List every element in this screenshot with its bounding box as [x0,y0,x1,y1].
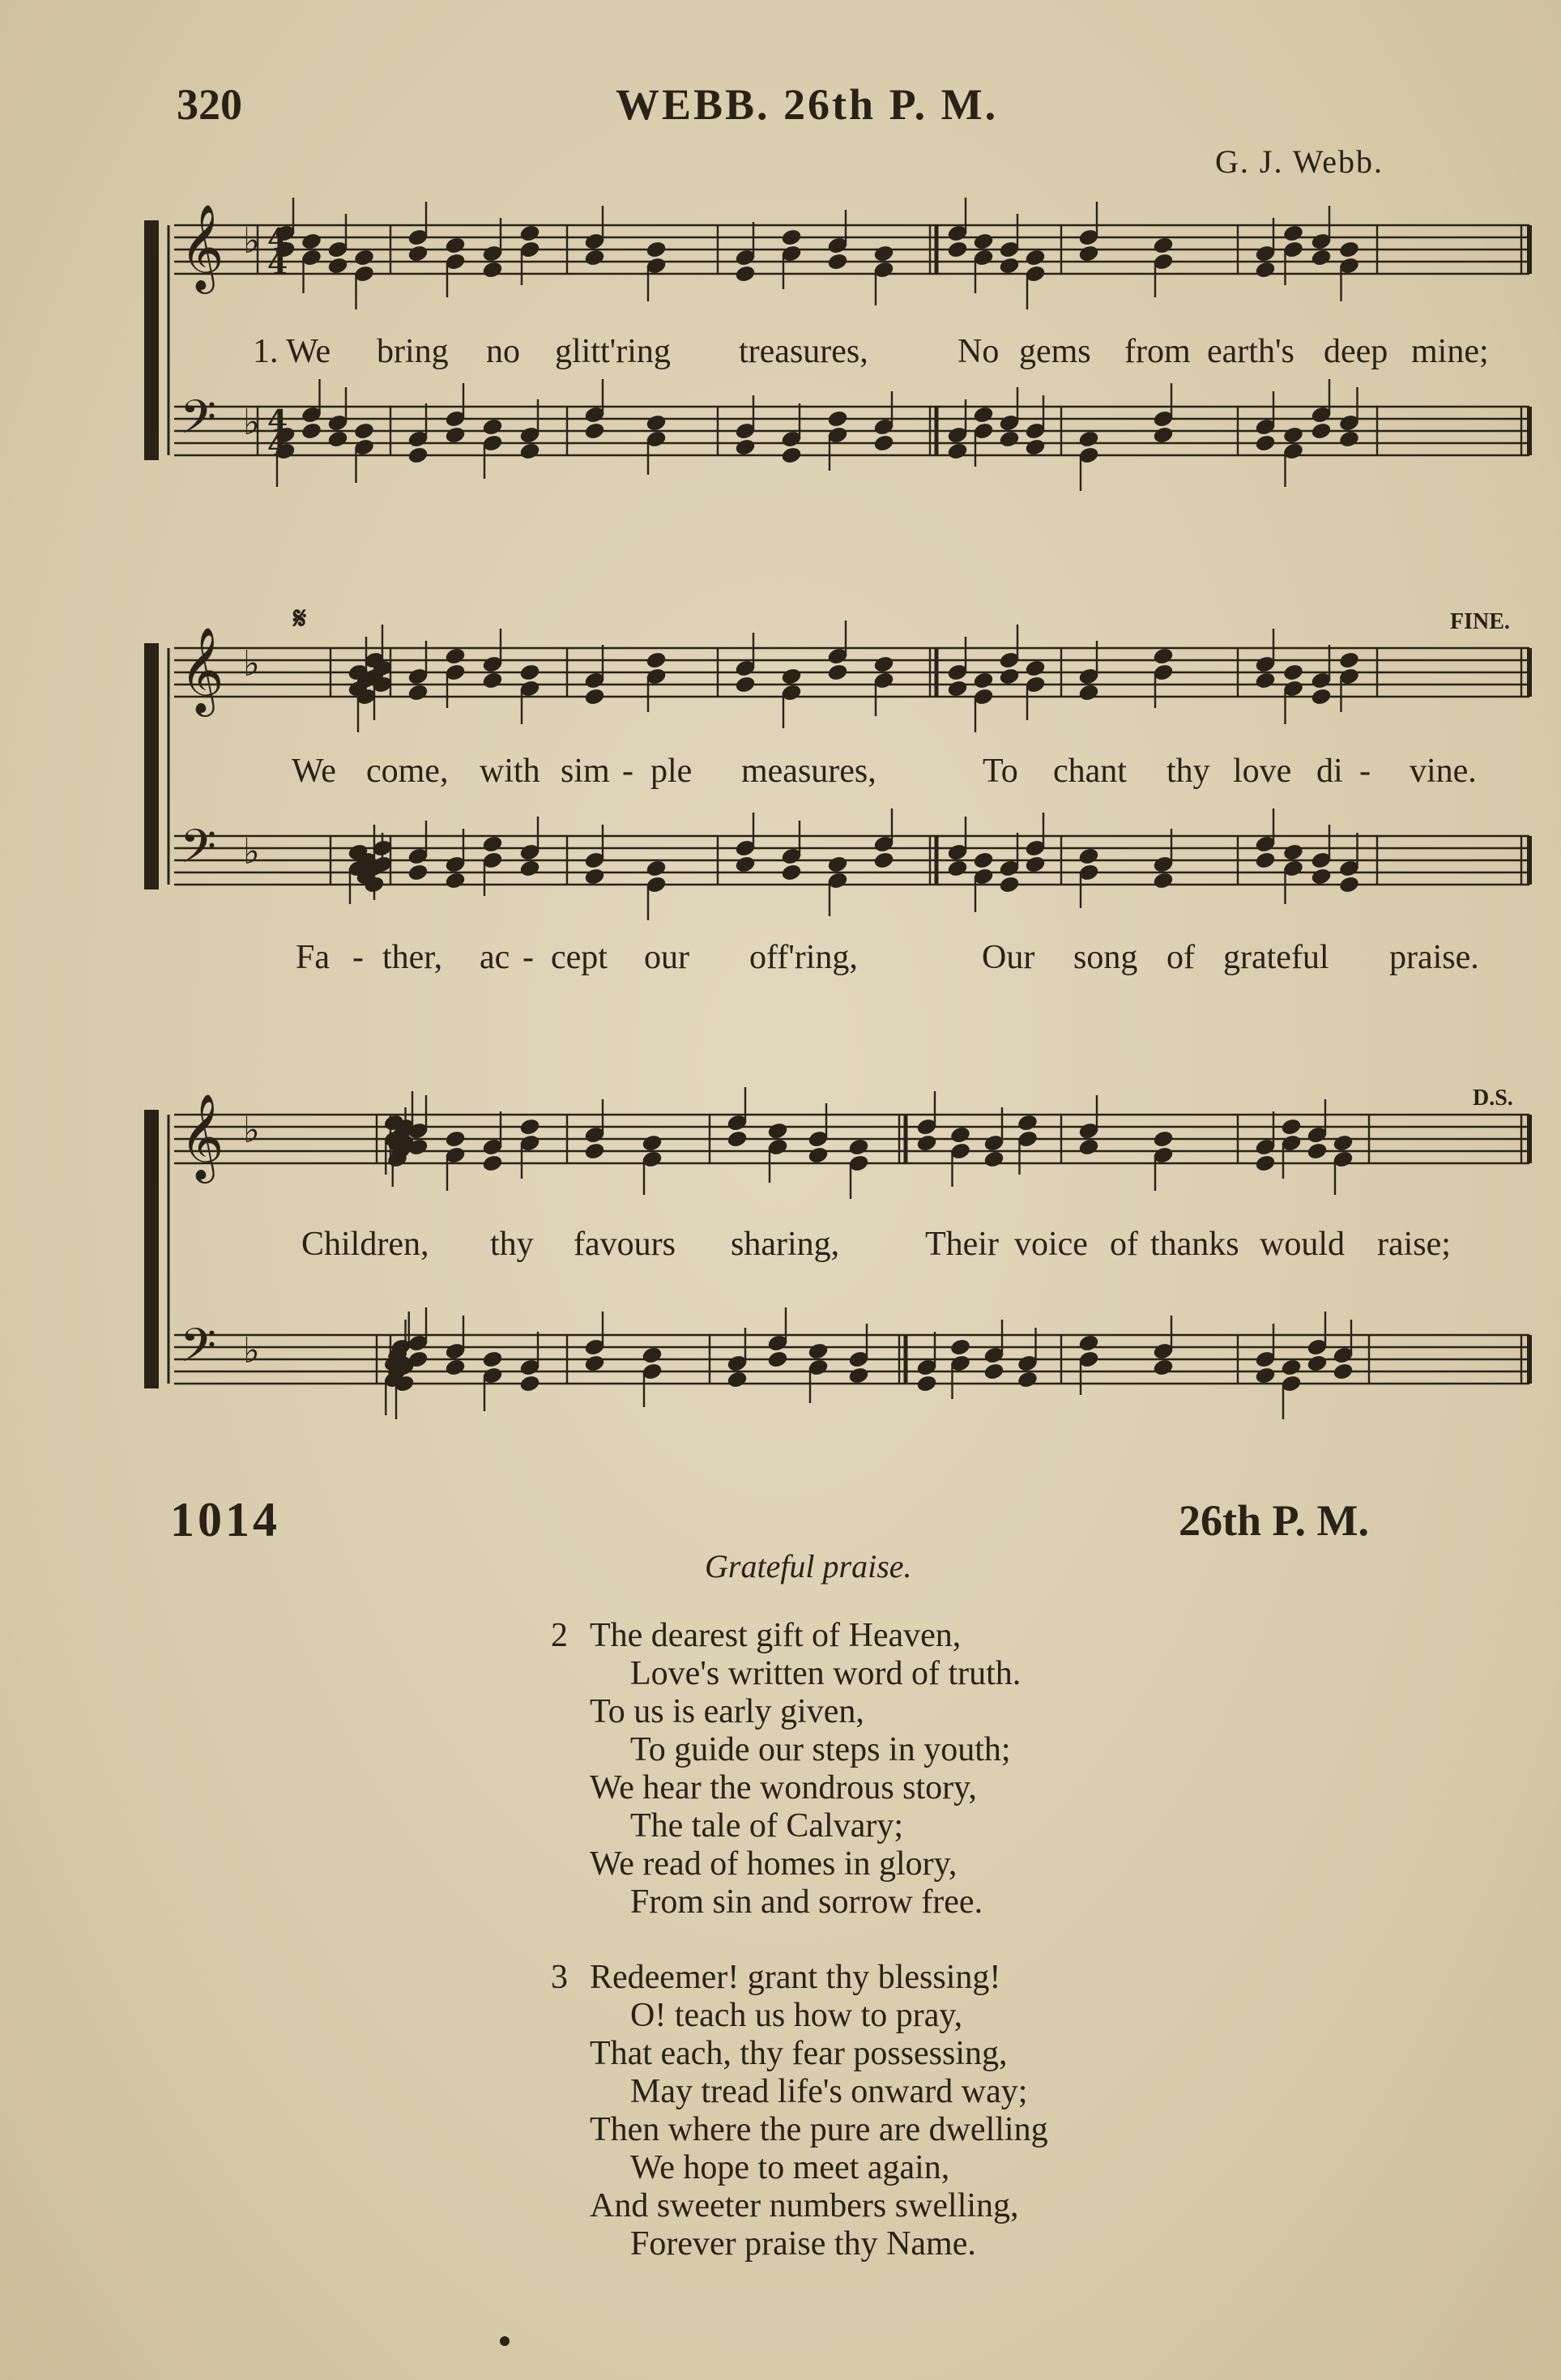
note-head [949,1338,970,1357]
lyric-word: would [1260,1226,1345,1263]
note-head [1311,688,1332,706]
lyric-word: love [1233,753,1292,790]
lyric-word: Children, [301,1226,429,1263]
note-head [482,1350,503,1369]
note-head [1281,1118,1302,1137]
note-head [584,422,605,441]
note-head [407,245,429,263]
stanza-line: May tread life's onward way; [630,2073,1028,2110]
note-head [735,438,756,457]
lyric-word: gems [1019,333,1091,370]
staff-lines [174,225,1529,1384]
note-head [301,422,322,441]
system-bracket [144,1110,159,1388]
note-head [781,864,802,882]
lyric-word: sim [561,753,610,790]
note-head [873,245,894,263]
note-head [1281,1358,1302,1377]
note-head [407,446,429,465]
note-head [584,688,605,706]
note-head [1078,1138,1099,1157]
time-signature: 4 [267,247,288,281]
bar-lines [168,225,1529,1384]
note-head [646,859,667,878]
note-head [1282,426,1303,445]
note-head [1025,659,1046,678]
note-head [482,418,503,437]
note-head [947,859,968,878]
note-head [1338,241,1359,259]
note-head [646,414,667,433]
lyric-word: bring [377,333,449,370]
note-head [781,446,802,465]
lyric-word: voice [1014,1226,1088,1263]
lyric-word: vine. [1410,753,1477,790]
lyric-word: - [1359,753,1371,790]
note-head [407,864,429,882]
lyric-word: ther, [382,939,443,976]
note-head [727,1371,748,1389]
note-head [1025,855,1046,874]
lyric-word: favours [574,1226,676,1263]
note-head [1153,647,1174,666]
note-head [1255,434,1276,453]
note-head [1078,245,1099,263]
lyric-word: - [522,939,534,976]
note-head [1311,422,1332,441]
lyric-word: come, [366,753,449,790]
note-head [781,228,802,247]
note-head [827,855,848,874]
stanza-line: Love's written word of truth. [630,1655,1021,1692]
note-head [873,434,894,453]
system-bracket [144,643,159,889]
note-head [808,1342,829,1361]
note-head [327,430,348,449]
note-head [445,1358,466,1377]
note-head [973,232,994,251]
stanza-line: Then where the pure are dwelling [590,2111,1048,2148]
note-head [1255,261,1276,279]
tune-title: WEBB. 26th P. M. [616,80,999,129]
fine-mark: FINE. [1450,609,1510,634]
note-head [916,1375,937,1393]
note-head [1078,684,1099,702]
lyric-word: thanks [1150,1226,1239,1263]
lyric-word: of [1110,1226,1138,1263]
note-head [519,442,540,461]
composer-credit: G. J. Webb. [1215,143,1384,180]
lyric-word: glitt'ring [555,333,671,370]
note-head [519,1118,540,1137]
note-head [983,1150,1004,1169]
lyric-word: song [1073,939,1138,976]
flat-sign: ♭ [243,1110,260,1151]
note-head [848,1138,869,1157]
note-head [1255,672,1276,690]
note-head [973,851,994,870]
flat-sign: ♭ [243,643,260,685]
note-head [1025,438,1046,457]
note-head [827,410,848,429]
time-signature: 4 [267,429,288,463]
lyric-word: Their [925,1226,999,1263]
stanza-number: 2 [551,1617,568,1654]
treble-clef: 𝄞 [180,203,224,290]
lyric-word: praise. [1389,939,1479,976]
note-head [407,684,429,702]
stanza-line: The tale of Calvary; [630,1807,904,1845]
note-head [947,442,968,461]
lyric-word: - [622,753,633,790]
note-head [584,868,605,886]
note-head [1338,876,1359,894]
note-head [353,249,374,267]
note-head [1017,1371,1038,1389]
note-head [808,1146,829,1165]
note-head [735,855,756,874]
lyric-word: di [1316,753,1343,790]
note-head [947,680,968,698]
page-number: 320 [177,80,242,129]
note-head [642,1134,663,1153]
lyric-word: measures, [741,753,876,790]
lyric-word: To [983,753,1018,790]
flat-sign: ♭ [243,831,260,872]
note-head [735,265,756,284]
note-head [1338,430,1359,449]
note-head [1282,224,1303,243]
lyric-word: Our [982,939,1035,976]
lyric-word: No [957,333,1000,370]
ds-mark: D.S. [1473,1086,1513,1111]
note-head [1078,847,1099,866]
note-head [973,672,994,690]
bass-clef: 𝄢 [180,390,217,456]
note-head [827,663,848,682]
note-head [1307,1354,1328,1373]
lyric-word: thy [490,1226,534,1263]
note-head [642,1346,663,1365]
note-head [999,430,1020,449]
note-head [1025,249,1046,267]
note-head [301,232,322,251]
system-braces [144,220,159,1388]
note-head [1153,237,1174,255]
note-head [1255,851,1276,870]
note-head [1153,1130,1174,1149]
note-head [781,668,802,686]
note-head [519,1375,540,1393]
note-head [1282,843,1303,862]
hymn-number: 1014 [170,1493,280,1546]
lyric-word: earth's [1207,333,1294,370]
note-head [873,851,894,870]
note-head [445,647,466,666]
lyric-word: no [486,333,520,370]
note-head [767,1350,788,1369]
note-head [973,406,994,424]
flat-sign: ♭ [243,402,260,443]
note-head [1311,868,1332,886]
flat-sign: ♭ [243,220,260,262]
note-head [1153,872,1174,890]
note-head [445,1130,466,1149]
note-head [873,655,894,674]
note-head [949,1126,970,1145]
lyric-word: grateful [1223,939,1329,976]
lyric-word: treasures, [739,333,868,370]
note-head [327,257,348,275]
note-head [916,1134,937,1153]
lyric-word: - [352,939,364,976]
stanza-line: We read of homes in glory, [590,1845,957,1883]
stanza-line: O! teach us how to pray, [630,1997,963,2034]
treble-clef: 𝄞 [180,626,224,713]
stanza-line: From sin and sorrow free. [630,1883,983,1921]
note-head [482,672,503,690]
stanza-line: Redeemer! grant thy blessing! [590,1959,1001,1996]
lyric-word: thy [1166,753,1210,790]
lyric-word: chant [1053,753,1127,790]
note-head [727,1130,748,1149]
note-head [1338,651,1359,670]
note-head [848,1367,869,1385]
lyric-word: our [644,939,689,976]
note-head [646,241,667,259]
hymn-meter: 26th P. M. [1179,1496,1370,1545]
note-head [482,1154,503,1173]
note-head [1153,1358,1174,1377]
lyric-word: 1. We [253,333,331,370]
note-head [1311,249,1332,267]
lyric-word: from [1124,333,1191,370]
stanza-line: To guide our steps in youth; [630,1731,1011,1768]
note-head [445,872,466,890]
lyric-word: ple [650,753,693,790]
note-head [1017,1114,1038,1132]
note-head [445,237,466,255]
lyric-word: of [1166,939,1195,976]
lyric-word: We [292,753,336,790]
stanza-number: 3 [551,1959,568,1996]
bass-clef: 𝄢 [180,1318,217,1384]
lyric-word: deep [1324,333,1388,370]
bass-clef: 𝄢 [180,819,217,885]
stanza-line: That each, thy fear possessing, [590,2035,1008,2072]
note-head [1153,426,1174,445]
stanza-line: And sweeter numbers swelling, [590,2187,1019,2224]
note-head [1333,1363,1354,1381]
note-head [584,1354,605,1373]
note-head [519,859,540,878]
note-head [999,876,1020,894]
lyric-word: sharing, [731,1226,840,1263]
time-signature: 4 [267,404,288,438]
note-head [646,651,667,670]
lyric-word: mine; [1411,333,1489,370]
segno-mark: 𝄋 [293,602,307,636]
note-head [584,1142,605,1161]
stanza-line: Forever praise thy Name. [630,2225,976,2263]
note-head [353,422,374,441]
lyric-word: raise; [1377,1226,1451,1263]
note-head [1078,430,1099,449]
note-head [947,241,968,259]
note-head [1307,1142,1328,1161]
time-signature: 4 [267,223,288,257]
lyric-word: Fa [296,939,330,976]
note-head [983,1363,1004,1381]
note-head [827,253,848,271]
lyric-word: off'ring, [749,939,858,976]
note-head [1078,1334,1099,1353]
note-head [482,261,503,279]
stanza-3 [551,1959,1280,2275]
note-head [999,257,1020,275]
clefs [180,203,288,1384]
stanza-2 [551,1617,1280,1933]
lyric-word: cept [551,939,608,976]
note-head [584,249,605,267]
note-head [1282,663,1303,682]
treble-clef: 𝄞 [180,1093,224,1179]
lyric-word: ac [480,939,510,976]
note-head [1255,1367,1276,1385]
note-head [445,426,466,445]
stanza-line: We hear the wondrous story, [590,1769,977,1806]
ink-dot [500,2336,510,2346]
stanza-line: The dearest gift of Heaven, [590,1617,962,1654]
note-head [1255,1154,1276,1173]
note-head [767,1122,788,1141]
stanza-line: We hope to meet again, [630,2149,950,2186]
flat-sign: ♭ [243,1330,260,1371]
note-head [1333,1134,1354,1153]
note-head [519,663,540,682]
stanza-line: To us is early given, [590,1693,864,1730]
lyric-word: with [480,753,540,790]
note-head [519,224,540,243]
hymn-title: Grateful praise. [705,1548,912,1585]
note-head [482,835,503,854]
note-head [735,676,756,694]
system-bracket [144,220,159,460]
note-head [999,668,1020,686]
